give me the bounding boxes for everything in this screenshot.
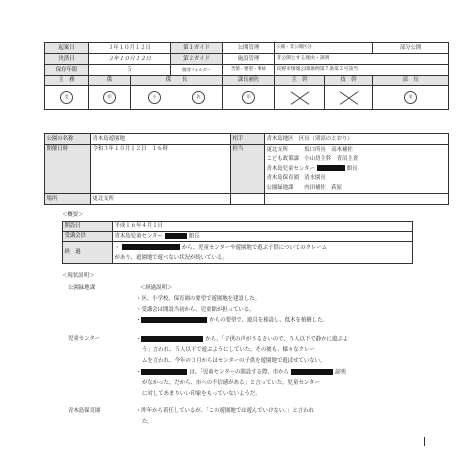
hoikuen-line: た。 bbox=[142, 419, 153, 425]
approval-gikan-label: 技 幹 bbox=[325, 76, 373, 86]
datetime-value: 令和３年１０月１２日 １６時 bbox=[91, 145, 231, 194]
redaction-block bbox=[141, 336, 203, 342]
staff-line: 青木島児童センター 館長 bbox=[266, 165, 358, 172]
approval-shumu-label: 主 務 bbox=[45, 76, 89, 86]
disclosure-class-label: 公開・非公開区分 bbox=[275, 43, 373, 54]
history-value: ・ から、児童センターや遊園地で遊ぶ子供についてのクレーム があり、遊園地で遊べない状況が続いている。 bbox=[113, 242, 413, 264]
guide2-value: 施設管理 bbox=[223, 54, 275, 65]
retention-label: 保存年限 bbox=[45, 65, 89, 76]
opening-date-value: 平成１６年４月１日 bbox=[113, 222, 413, 232]
staff-line: こども政策課 小山切主幹 青沼主査 bbox=[266, 156, 359, 163]
stamp-seal-icon: 小 bbox=[148, 91, 161, 104]
guide1-value: 公開管理 bbox=[223, 43, 275, 54]
seal-cell-shukan bbox=[275, 86, 325, 110]
approval-kakaricho-label: 係 長 bbox=[131, 76, 223, 86]
gaiyo-section-title: ＜概要＞ bbox=[62, 212, 84, 218]
jido-center-label: 児童センター bbox=[68, 336, 101, 342]
kian-date: ３年１０月１２日 bbox=[89, 43, 171, 54]
redaction-block bbox=[165, 233, 187, 239]
document-header-table bbox=[44, 42, 449, 110]
hoikuen-line: ・昨年から着任しているが、「この遊園地では遊んでいけない。」と言われ bbox=[136, 408, 314, 414]
koen-ryokuchi-label: 公園緑地課 bbox=[68, 285, 95, 291]
keika-setsumei-heading: ＜経過説明＞ bbox=[140, 285, 173, 291]
stamp-seal-icon: 受 bbox=[60, 91, 73, 104]
stamp-seal-icon: 佐 bbox=[192, 91, 205, 104]
jido-line: に対してあまりいい印象をもっていないようだ。 bbox=[142, 391, 261, 397]
manager-label: 受講会員 bbox=[63, 232, 113, 242]
kessai-date: ３年１０月１２日 bbox=[89, 54, 171, 65]
jido-line: う」言われ、５人以下で遊ぶようにしていた。その後も、様々なクレー bbox=[142, 347, 315, 353]
approval-shukan-label: 主 幹 bbox=[275, 76, 325, 86]
approval-kakari-label: 係 bbox=[89, 76, 131, 86]
nondisclosure-reason-label: 非公開とする理由・説明 bbox=[275, 54, 449, 65]
gaiyo-table bbox=[62, 221, 413, 264]
meeting-info-table bbox=[44, 133, 449, 205]
retention-value: ５ bbox=[89, 65, 171, 76]
opening-date-label: 開設日 bbox=[63, 222, 113, 232]
koen-item: ・受講会は開設当初から、児童館が担っている。 bbox=[136, 307, 255, 313]
guide2-label: 第２ガイド bbox=[171, 54, 223, 65]
staff-line: 更北支所 坂口所長 高木補佐 bbox=[266, 147, 353, 153]
kian-label: 起案日 bbox=[45, 43, 89, 54]
seal-cell-kakari bbox=[89, 86, 131, 110]
kessai-label: 決済日 bbox=[45, 54, 89, 65]
staff-line: 公園緑地課 内田補佐 荻原 bbox=[266, 184, 342, 191]
seal-cell-bucho bbox=[373, 86, 449, 110]
cross-mark-icon bbox=[327, 89, 371, 107]
seal-cell-shumu bbox=[45, 86, 89, 110]
jido-line: ・ から、「子供の声がうるさいので、５人以下で静かに遊ぶよ bbox=[136, 336, 349, 343]
ordinance-clause: 長野市情報公開条例第７条第２号該当 bbox=[275, 65, 449, 76]
stamp-seal-icon: 印 bbox=[242, 91, 255, 104]
cross-mark-icon bbox=[277, 89, 323, 107]
koen-item: ・ からの要望で、遊具を移設し、低木を植樹した。 bbox=[136, 317, 328, 324]
seal-cell-kakaricho bbox=[131, 86, 223, 110]
redaction-block bbox=[317, 165, 345, 171]
party-label: 相手 bbox=[231, 134, 265, 145]
jido-line: ・ は、「児童センターの開設する際、市から 説明 bbox=[136, 369, 346, 376]
stamp-seal-icon: 栄 bbox=[404, 91, 417, 104]
seal-cell-gikan bbox=[325, 86, 373, 110]
park-name-value: 青木島遊園地 bbox=[91, 134, 231, 145]
redaction-block bbox=[291, 369, 333, 375]
jido-line: がなかった。だから、市への不信感がある」と言っていた。児童センター bbox=[142, 380, 320, 386]
redaction-block bbox=[141, 369, 187, 375]
staff-line: 青木島保育園 清水園長 bbox=[266, 175, 326, 182]
approval-bucho-label: 部 長 bbox=[373, 76, 449, 86]
park-name-label: 公園の名称 bbox=[45, 134, 91, 145]
manager-value: 青木島児童センター 館長 bbox=[113, 232, 413, 242]
approval-kachohosa-label: 課長補佐 bbox=[223, 76, 275, 86]
party-value: 青木島地区 区長（別添のとおり） bbox=[265, 134, 449, 145]
koen-item: ・区、小学校、保育園の要望で遊園地を建設した。 bbox=[136, 296, 260, 302]
stamp-seal-icon: 印 bbox=[103, 91, 116, 104]
folder-label: 個別フォルダー bbox=[171, 65, 223, 76]
hoikuen-label: 青木島保育園 bbox=[68, 408, 101, 414]
place-value: 更北支所 bbox=[91, 194, 231, 205]
redaction-block bbox=[141, 317, 207, 323]
place-label: 場所 bbox=[45, 194, 91, 205]
scan-mark bbox=[424, 437, 425, 446]
disclosure-class-value: 部分公開 bbox=[373, 43, 449, 54]
jido-line: ムを言われ、今年の３月からはセンターの子供を遊園地で遊ばせていない。 bbox=[142, 358, 326, 364]
redaction-block bbox=[122, 244, 180, 250]
staff-label: 担当 bbox=[231, 145, 265, 194]
history-label: 経 過 bbox=[63, 242, 113, 264]
datetime-label: 開催日時 bbox=[45, 145, 91, 194]
staff-list bbox=[265, 145, 449, 194]
genjo-section-title: ＜現状説明＞ bbox=[62, 273, 95, 279]
guide1-label: 第１ガイド bbox=[171, 43, 223, 54]
folder-value: 苦情・要望・事故 bbox=[223, 65, 275, 76]
seal-cell-kachohosa bbox=[223, 86, 275, 110]
